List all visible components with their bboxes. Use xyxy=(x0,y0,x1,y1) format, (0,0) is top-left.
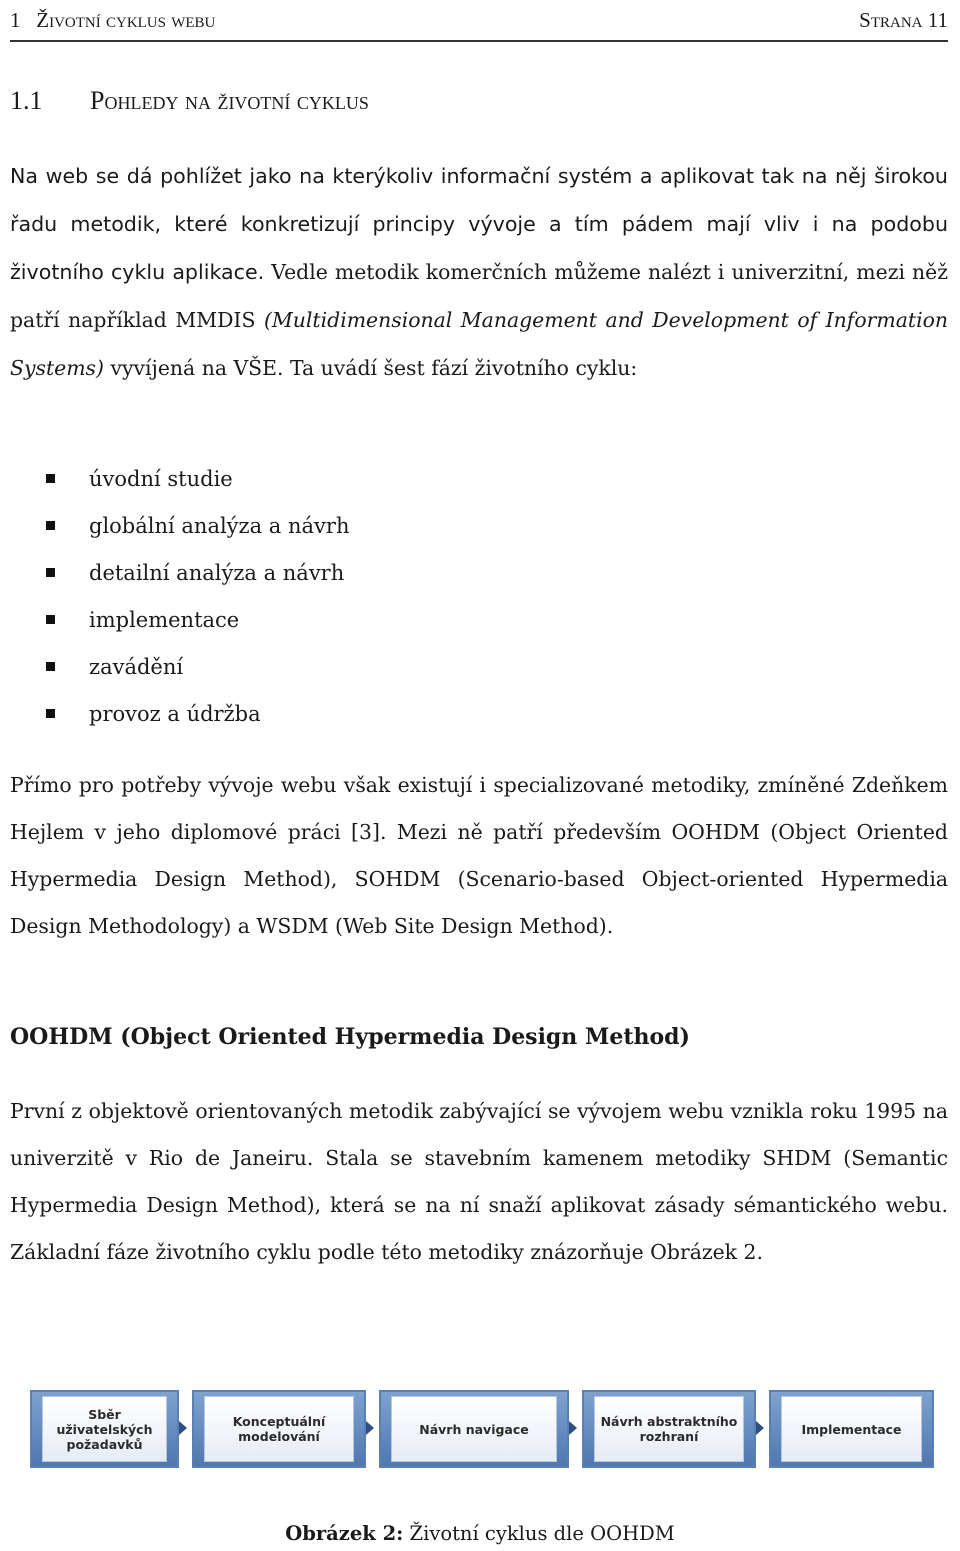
diagram-stage: Konceptuální modelování xyxy=(192,1390,366,1468)
arrow-right-icon xyxy=(756,1421,764,1435)
caption-text: Životní cyklus dle OOHDM xyxy=(403,1522,675,1545)
chapter-header xyxy=(10,8,215,33)
square-bullet-icon xyxy=(46,709,55,718)
arrow-right-icon xyxy=(366,1421,374,1435)
caption-label: Obrázek 2: xyxy=(285,1522,404,1545)
intro-text-1: Na web se dá pohlížet jako na kterýkoliv informační systém a aplikovat tak na něj širokou řadu metodik, které konkretizují principy vývoje a tím pádem mají vliv i na podobu životního cyklu aplikace. xyxy=(10,164,948,284)
square-bullet-icon xyxy=(46,474,55,483)
diagram-stage: Návrh abstraktního rozhraní xyxy=(582,1390,756,1468)
diagram-stage: Sběr uživatelských požadavků xyxy=(30,1390,179,1468)
square-bullet-icon xyxy=(46,662,55,671)
methods-paragraph: Přímo pro potřeby vývoje webu však existují i specializované metodiky, zmíněné Zdeňkem Hejlem v jeho diplomové práci [3]. Mezi ně patří především OOHDM (Object Oriented Hypermedia Design Method), SOHDM (Scenario-based Object-oriented Hypermedia Design Methodology) a WSDM (Web Site Design Method). xyxy=(10,773,948,938)
list-item: implementace xyxy=(46,597,349,644)
page-header xyxy=(10,4,948,42)
oohdm-lifecycle-diagram xyxy=(30,1390,934,1470)
chapter-number: 1 xyxy=(10,8,21,32)
chapter-title: Životní cyklus webu xyxy=(36,8,216,32)
figure-caption xyxy=(0,1522,960,1545)
intro-text-2: Vedle metodik komerčních můžeme nalézt i univerzitní, mezi něž patří například MMDIS xyxy=(10,260,948,332)
list-item: detailní analýza a návrh xyxy=(46,550,349,597)
list-item: provoz a údržba xyxy=(46,691,349,738)
section-title: Pohledy na životní cyklus xyxy=(90,86,369,115)
arrow-right-icon xyxy=(179,1421,187,1435)
diagram-stage: Implementace xyxy=(769,1390,934,1468)
page-number: Strana 11 xyxy=(859,8,948,32)
oohdm-heading: OOHDM (Object Oriented Hypermedia Design Method) xyxy=(10,1024,690,1050)
list-item: úvodní studie xyxy=(46,456,349,503)
section-heading xyxy=(10,86,369,116)
intro-text-3: vyvíjená na VŠE. Ta uvádí šest fází životního cyklu: xyxy=(103,356,638,380)
square-bullet-icon xyxy=(46,615,55,624)
square-bullet-icon xyxy=(46,568,55,577)
section-number: 1.1 xyxy=(10,86,43,115)
phase-list xyxy=(46,456,349,738)
oohdm-paragraph: První z objektově orientovaných metodik zabývající se vývojem webu vznikla roku 1995 na univerzitě v Rio de Janeiru. Stala se stavebním kamenem metodiky SHDM (Semantic Hypermedia Design Method), která se na ní snaží aplikovat zásady sémantického webu. Základní fáze životního cyklu podle této metodiky znázorňuje Obrázek 2. xyxy=(10,1099,948,1264)
arrow-right-icon xyxy=(569,1421,577,1435)
intro-text-italic: (Multidimensional Management and Development of Information Systems) xyxy=(10,308,948,380)
intro-paragraph xyxy=(10,152,948,392)
list-item: globální analýza a návrh xyxy=(46,503,349,550)
list-item: zavádění xyxy=(46,644,349,691)
square-bullet-icon xyxy=(46,521,55,530)
diagram-stage: Návrh navigace xyxy=(379,1390,569,1468)
